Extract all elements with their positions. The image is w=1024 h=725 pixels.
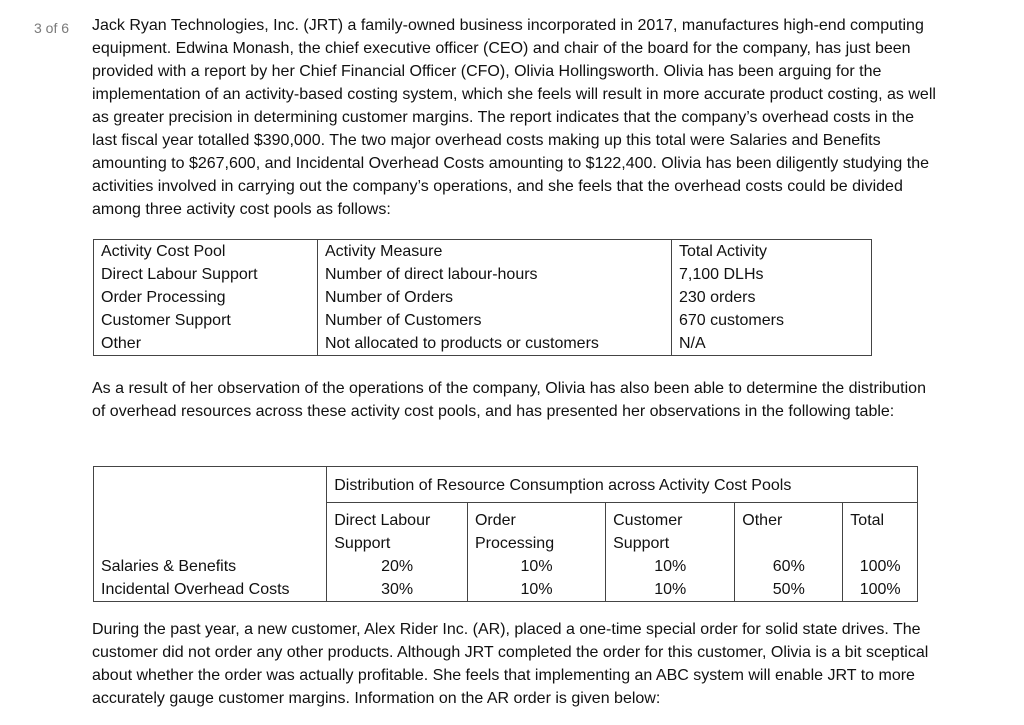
table-row: [94, 309, 872, 332]
resource-distribution-table: [93, 466, 918, 602]
cell-value: 100%: [843, 555, 918, 578]
header-order-processing: Order Processing: [467, 503, 605, 556]
table-row: [94, 578, 918, 602]
cell-pool: Other: [94, 332, 318, 356]
table-row: [94, 286, 872, 309]
page-indicator: 3 of 6: [34, 20, 70, 36]
distribution-title-row: [94, 467, 918, 503]
table-header-row: [94, 240, 872, 264]
cell-total: 670 customers: [672, 309, 872, 332]
header-total: Total: [843, 503, 918, 556]
cell-total: 7,100 DLHs: [672, 263, 872, 286]
cell-total: N/A: [672, 332, 872, 356]
cell-measure: Number of direct labour-hours: [318, 263, 672, 286]
cell-value: 10%: [606, 555, 735, 578]
cell-total: 230 orders: [672, 286, 872, 309]
cell-value: 30%: [327, 578, 468, 602]
cell-value: 10%: [467, 578, 605, 602]
header-activity-measure: Activity Measure: [318, 240, 672, 264]
table-row: [94, 332, 872, 356]
row-label: Incidental Overhead Costs: [94, 578, 327, 602]
blank-corner-cell: [94, 467, 327, 556]
cell-pool: Order Processing: [94, 286, 318, 309]
header-direct-labour-support: Direct Labour Support: [327, 503, 468, 556]
cell-pool: Customer Support: [94, 309, 318, 332]
intro-paragraph: Jack Ryan Technologies, Inc. (JRT) a family-owned business incorporated in 2017, manufactures high-end computing equipment. Edwina Monash, the chief executive officer (CEO) and chair of the board for the company, has just been provided with a report by her Chief Financial Officer (CFO), Olivia Hollingsworth. Olivia has been arguing for the implementation of an activity-based costing system, which she feels will result in more accurate product costing, as well as greater precision in determining customer margins. The report indicates that the company’s overhead costs in the last fiscal year totalled $390,000. The two major overhead costs making up this total were Salaries and Benefits amounting to $267,600, and Incidental Overhead Costs amounting to $122,400. Olivia has been diligently studying the activities involved in carrying out the company’s operations, and she feels that the overhead costs could be divided among three activity cost pools as follows:: [92, 17, 936, 218]
row-label: Salaries & Benefits: [94, 555, 327, 578]
cell-measure: Number of Customers: [318, 309, 672, 332]
cell-value: 60%: [735, 555, 843, 578]
document-body: [92, 14, 942, 221]
cell-value: 50%: [735, 578, 843, 602]
cell-measure: Not allocated to products or customers: [318, 332, 672, 356]
observation-paragraph: As a result of her observation of the operations of the company, Olivia has also been able to determine the distribution of overhead resources across these activity cost pools, and has presented her observations in the following table:: [92, 380, 926, 420]
activity-cost-pool-table: [93, 239, 872, 356]
cell-pool: Direct Labour Support: [94, 263, 318, 286]
cell-measure: Number of Orders: [318, 286, 672, 309]
cell-value: 100%: [843, 578, 918, 602]
cell-value: 10%: [467, 555, 605, 578]
header-total-activity: Total Activity: [672, 240, 872, 264]
table-row: [94, 555, 918, 578]
header-other: Other: [735, 503, 843, 556]
cell-value: 10%: [606, 578, 735, 602]
header-activity-cost-pool: Activity Cost Pool: [94, 240, 318, 264]
cell-value: 20%: [327, 555, 468, 578]
distribution-title: Distribution of Resource Consumption across Activity Cost Pools: [327, 467, 918, 503]
header-customer-support: Customer Support: [606, 503, 735, 556]
table-row: [94, 263, 872, 286]
ar-order-paragraph: During the past year, a new customer, Alex Rider Inc. (AR), placed a one-time special order for solid state drives. The customer did not order any other products. Although JRT completed the order for this customer, Olivia is a bit sceptical about whether the order was actually profitable. She feels that implementing an ABC system will enable JRT to more accurately gauge customer margins. Information on the AR order is given below:: [92, 621, 929, 707]
